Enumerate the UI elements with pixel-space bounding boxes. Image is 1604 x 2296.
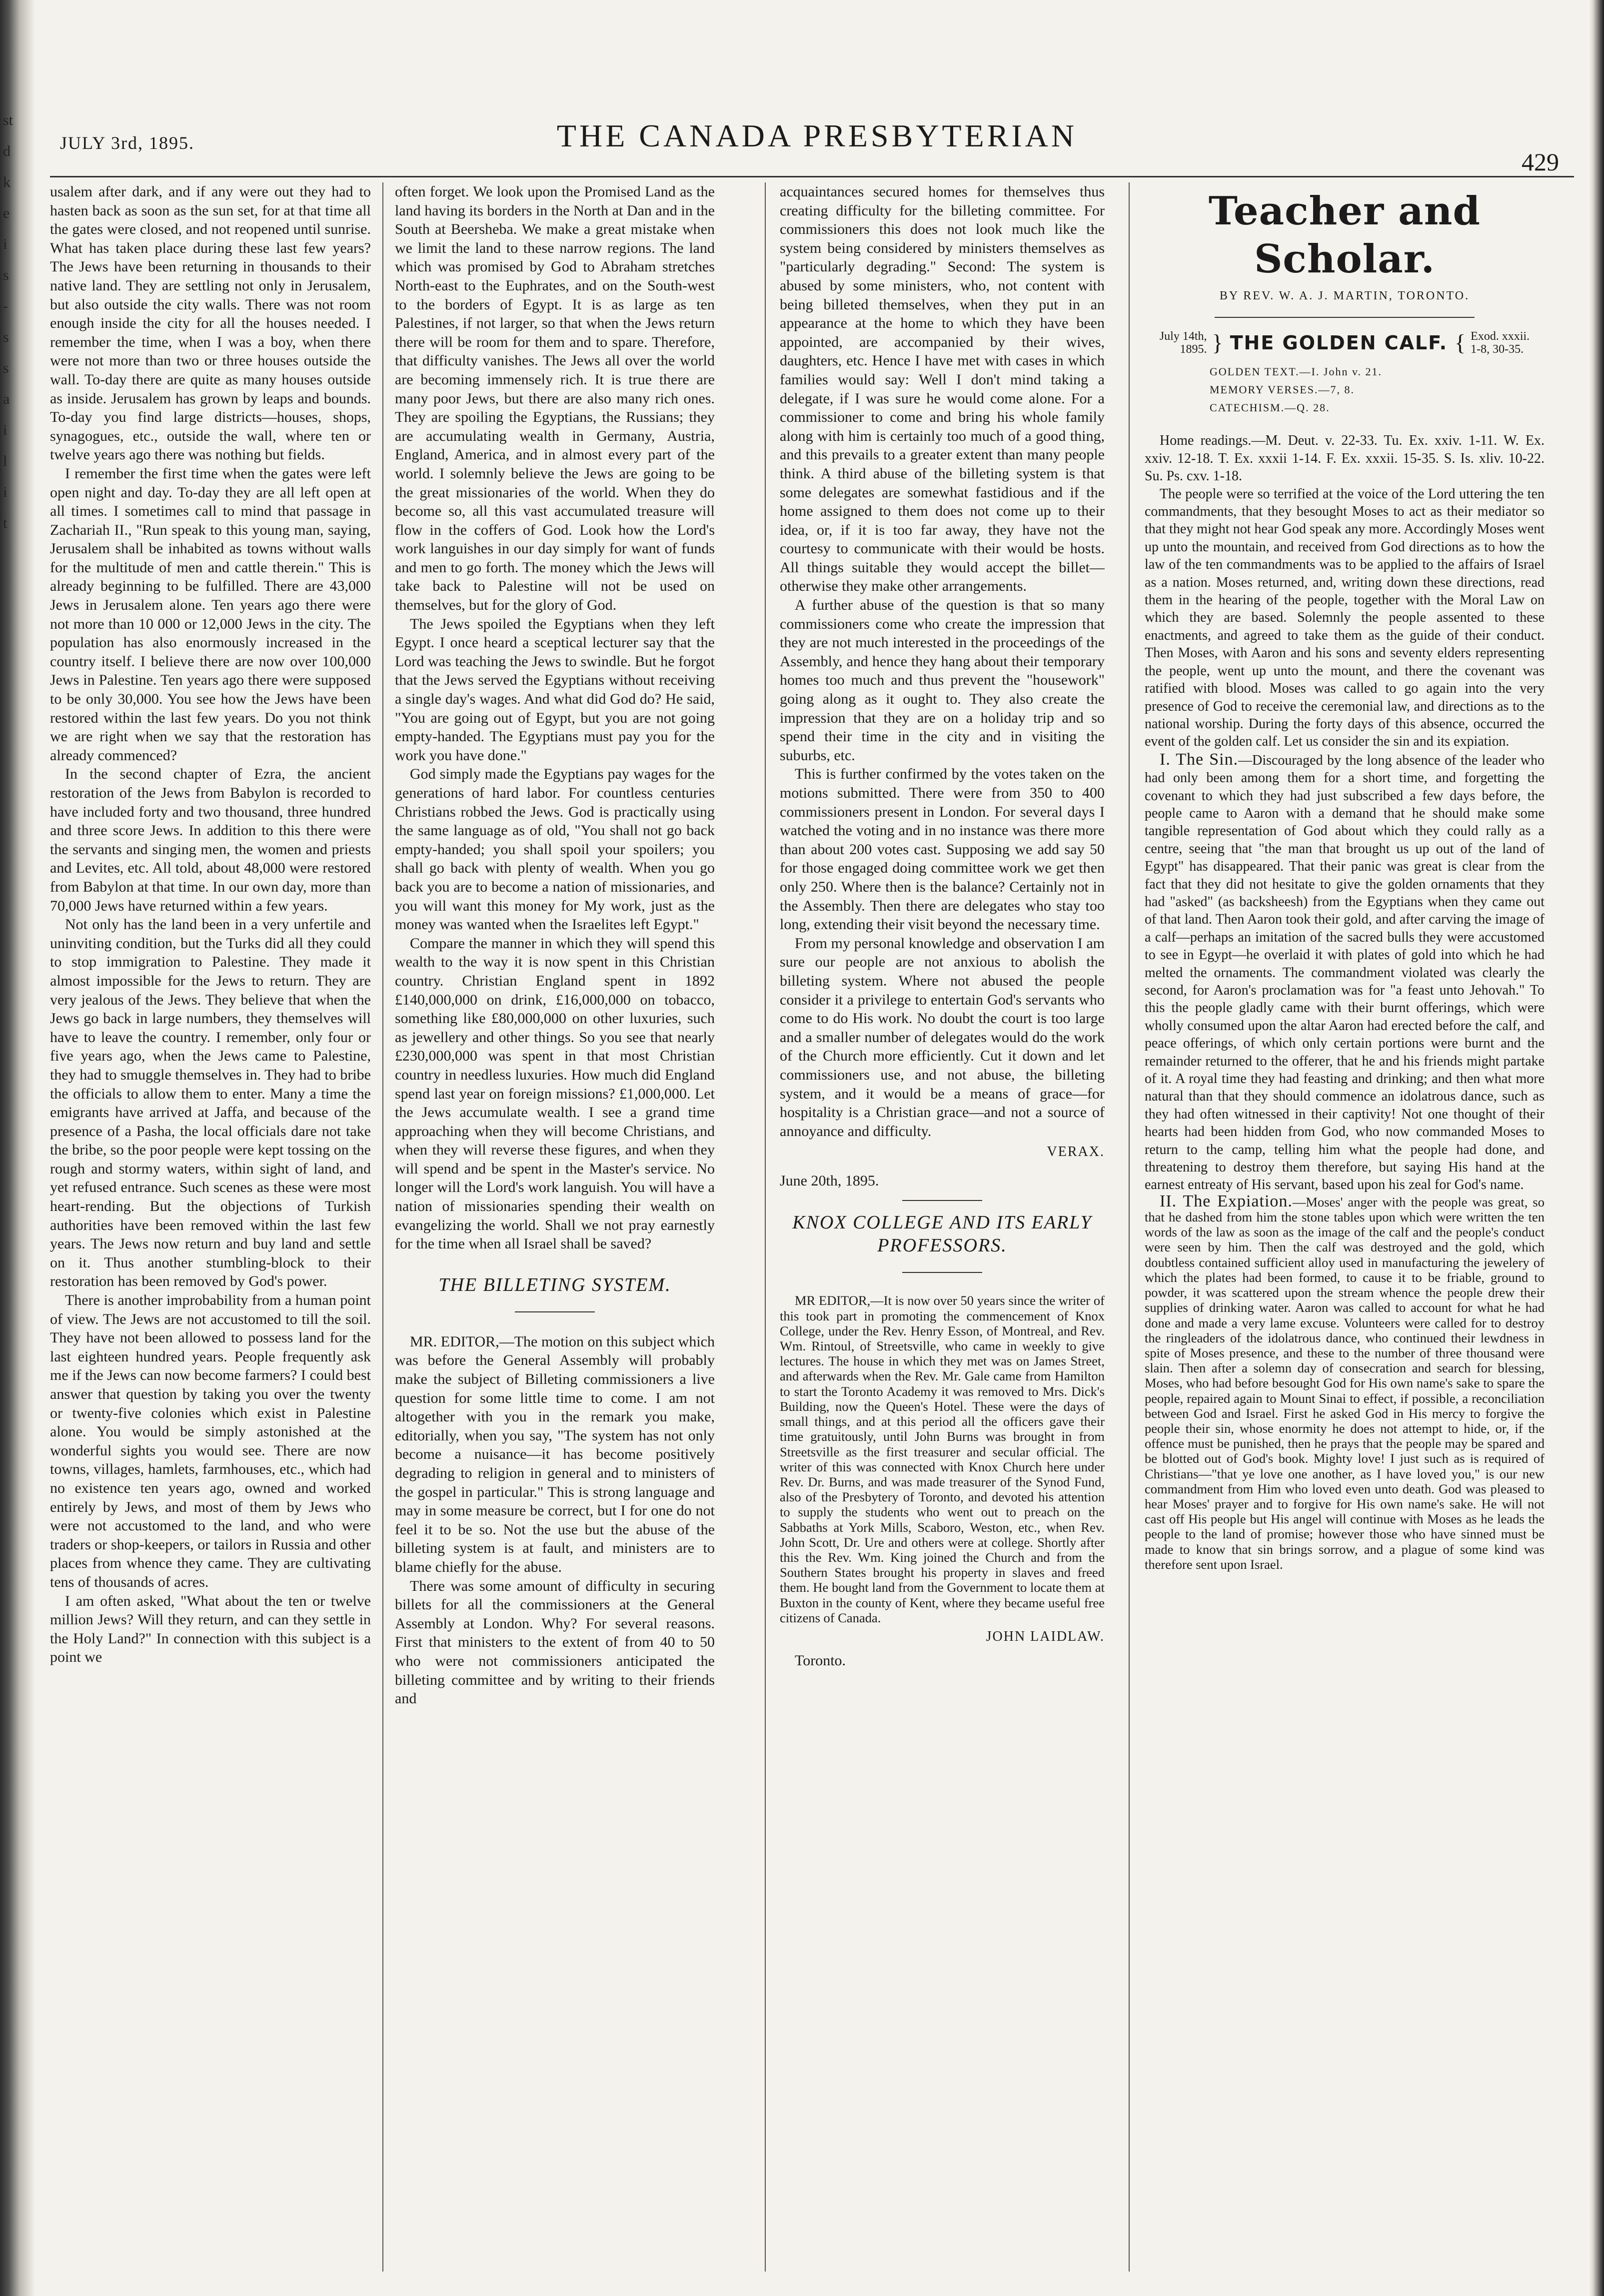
margin-letter: s [3,267,9,283]
paragraph: The people were so terrified at the voice of the Lord uttering the ten commandments, that they besought Moses to act as their mediator so that they might not hear God speak any more. Accordingly Moses went up unto the mountain, and received from God directions as to how the law of the ten commandments was to be applied to the affairs of Israel as a nation. Moses returned, and, writing down these directions, read them in the hearing of the people, together with the Moral Law on which they are based. Solemnly the people assented to these enactments, and agreed to take them as the guide of their conduct. Then Moses, with Aaron and his sons and seventy elders representing the people, went up unto the mount, and there the covenant was ratified with blood. Moses was called to go again into the very presence of God to receive the ceremonial law, and directions as to the national worship. During the forty days of this absence, occurred the event of the golden calf. Let us consider the sin and its expiation. [1145,486,1545,750]
margin-letter: d [3,143,10,159]
paragraph: The Jews spoiled the Egyptians when they left Egypt. I once heard a sceptical lecturer say that the Lord was teaching the Jews to swindle. But he forgot that the Jews served the Egyptians without receiving a single day's wages. And what did God do? He said, "You are going out of Egypt, but you are not going empty-handed. The Egyptians must pay you for the work you have done." [395,615,715,764]
paragraph: often forget. We look upon the Promised Land as the land having its borders in the North at Dan and in the South at Beersheba. We make a great mistake when we limit the land to these narrow regions. The land which was promised by God to Abraham stretches North-east to the Euphrates, and on the South-west to the borders of Egypt. It is as large as ten Palestines, if not larger, so that when the Jews return there will be room for them and to spare. Therefore, that difficulty vanishes. The Jews all over the world are becoming immensely rich. It is true there are many poor Jews, but there are also many rich ones. They are spoiling the Egyptians, the Russians; they are accumulating wealth in Germany, Austria, England, America, and in almost every part of the world. I solemnly believe the Jews are going to be the great missionaries of the world. When they do become so, all this vast accumulated treasure will flow in the coffers of God. Look how the Lord's work languishes in our day simply for want of funds and men to go forth. The money which the Jews will take back to Palestine will not be used on themselves, but for the glory of God. [395,183,715,614]
section-rule [902,1200,982,1201]
page-number: 429 [1522,148,1559,176]
margin-letter: i [3,484,7,500]
paragraph: usalem after dark, and if any were out they had to hasten back as soon as the sun set, for at that time all the gates were closed, and not reopened until sunrise. What has taken place during these last few years? The Jews have been returning in thousands to their native land. They are settling not only in Jerusalem, but also outside the city walls. There was not room enough inside the city for all the houses needed. I remember the time, when I was a boy, when there were not more than two or three houses outside the wall. To-day there are quite as many houses outside as inside. Jerusalem has grown by leaps and bounds. To-day you find large districts—houses, shops, synagogues, etc., outside the wall, where ten or twelve years ago there was nothing but fields. [50,183,371,463]
margin-letter: t [3,515,7,531]
lesson-date-line: July 14th, [1159,330,1207,343]
paragraph: Not only has the land been in a very unfertile and uninviting condition, but the Turks did all they could to stop immigration to Palestine. They made it almost impossible for the Jews to return. They are very jealous of the Jews. They believe that when the Jews go back in large numbers, they themselves will have to leave the country. I remember, only four or five years ago, when the Jews came to Palestine, they had to smuggle themselves in. They had to bribe the officials to allow them to enter. Many a time the emigrants have arrived at Jaffa, and because of the presence of a Pasha, the local officials dare not take the bribe, so the poor people were kept tossing on the rough and stormy waters, within sight of land, and yet refused entrance. Such scenes as these were most heart-rending. But the objections of Turkish authorities have been removed within the last few years. The Jews now return and buy land and settle on it. Thus another stumbling-block to their restoration has been removed by God's power. [50,916,371,1290]
catechism: CATECHISM.—Q. 28. [1210,401,1330,414]
lesson-date-line: 1895. [1180,343,1207,356]
subsection-text: —Discouraged by the long absence of the leader who had only been among them for a short time, and forgetting the covenant to which they had just subscribed a few days before, the people came to Aaron with a demand that he should make some tangible representation of God about which they could rally as a centre, seeing that "the man that brought us up out of the land of Egypt" has disappeared. That their panic was great is clear from the fact that they did not hesitate to give the golden ornaments that they had "asked" (as backsheesh) from the Egyptians when they came out of that land. Then Aaron took their gold, and after carving the image of a calf—perhaps an imitation of the sacred bulls they were accustomed to see in Egypt—he overlaid it with plates of gold into which he had melted the ornaments. The commandment violated was clearly the second, for Aaron's proclamation was for "a feast unto Jehovah." To this the people gladly came with their burnt offerings, which were wholly consumed upon the altar Aaron had erected before the calf, and peace offerings, of which only certain portions were burnt and the remainder returned to the offerer, that he and his friends might partake of it. A royal time they had feasting and drinking; and then what more natural than that they should commence an idolatrous dance, such as they had often witnessed in their captivity! Not one thought of their hearts had been hidden from God, who now commanded Moses to return to the camp, telling him what the people had done, and threatening to destroy them therefore, but saying His hand at the earnest entreaty of His servant, based upon his zeal for God's name. [1145,752,1545,1193]
column-3 [780,182,1105,2272]
margin-letter: s [3,360,9,376]
paragraph: From my personal knowledge and observation I am sure our people are not anxious to abolish the billeting system. Where not abused the people consider it a privilege to entertain God's servants who come to do His work. No doubt the court is too large and a smaller number of delegates would do the work of the Church more efficiently. Cut it down and let commissioners use, and not abuse, the billeting system, and it would be a means of grace—for hospitality is a Christian grace—and not a source of annoyance and difficulty. [780,935,1105,1140]
column-rule [382,182,383,2272]
lesson-title: THE GOLDEN CALF. [1230,332,1448,354]
lesson-texts [1210,363,1545,417]
newspaper-title: THE CANADA PRESBYTERIAN [556,118,1078,153]
subsection-expiation [1145,1191,1545,1572]
column-rule [765,182,766,2272]
paragraph: MR. EDITOR,—The motion on this subject which was before the General Assembly will probably make the subject of Billeting commissioners a live question for some little time to come. I am not altogether with you in the remark you make, editorially, when you say, "The system has not only become a nuisance—it has become positively degrading to religion in general and to ministers of the gospel in particular." This is strong language and may in some measure be correct, but I for one do not feel it to be so. Not the use but the abuse of the billeting system is at fault, and ministers are to blame chiefly for the abuse. [395,1333,715,1575]
margin-letter: st [3,112,13,128]
paragraph: A further abuse of the question is that so many commissioners come who create the impression that they are not much interested in the proceedings of the Assembly, and hence they hang about their temporary homes too much and thus prevent the "housework" going along as it ought to. They also create the impression that they are on a holiday trip and so spend their time in the city and in visiting the suburbs, etc. [780,597,1105,764]
column-1 [50,182,371,2272]
paragraph: MR EDITOR,—It is now over 50 years since the writer of this took part in promoting the commencement of Knox College, under the Rev. Henry Esson, of Montreal, and Rev. Wm. Rintoul, of Streetsville, who came in weekly to give lectures. The house in which they met was on James Street, and afterwards when the Rev. Mr. Gale came from Hamilton to start the Toronto Academy it was removed to Mrs. Dick's Building, now the Queen's Hotel. These were the days of small things, and at this period all the officers gave their time gratuitously, until John Burns was brought in from Streetsville as the first treasurer and secular official. The writer of this was connected with Knox Church here under Rev. Dr. Burns, and was made treasurer of the Synod Fund, also of the Presbytery of Toronto, and devoted his attention to supply the students who went out to preach on the Sabbaths at York Mills, Scaboro, Weston, etc., when Rev. John Scott, Dr. Ure and others were at college. Shortly after this the Rev. Wm. King joined the Church and from the Southern States brought his property in slaves and freed them. He bought land from the Government to locate them at Buxton in the county of Kent, where they became useful free citizens of Canada. [780,1293,1105,1625]
title-rule [515,1311,595,1312]
home-readings: Home readings.—M. Deut. v. 22-33. Tu. Ex. xxiv. 1-11. W. Ex. xxiv. 12-18. T. Ex. xxxii 1-14. F. Ex. xxxii. 15-35. S. Is. xliv. 10-22. Su. Ps. cxv. 1-18. [1145,433,1545,484]
subsection-sin [1145,751,1545,1194]
brace-right-icon: } [1212,330,1223,356]
margin-letter: i [3,236,7,252]
margin-letter: i [3,422,7,438]
paragraph: This is further confirmed by the votes taken on the motions submitted. There were from 350 to 400 commissioners present in London. For several days I watched the voting and in no instance was there more than about 200 votes cast. Supposing we add say 50 for those engaged doing committee work we get then only 250. Where then is the balance? Certainly not in the Assembly. Then there are delegates who stay too long, extending their visit beyond the necessary time. [780,766,1105,933]
margin-letter: s [3,329,9,345]
signature-laidlaw: JOHN LAIDLAW. [986,1628,1105,1644]
subsection-heading: I. The Sin. [1160,750,1239,769]
margin-letter: e [3,205,10,221]
lesson-ref-line: Exod. xxxii. [1471,330,1530,343]
lesson-reference [1466,330,1530,356]
margin-letter: a [3,391,10,407]
page-header [55,117,1579,176]
paragraph: There is another improbability from a human point of view. The Jews are not accustomed to till the soil. They have not been allowed to possess land for the last eighteen hundred years. People frequently ask me if the Jews can now become farmers? I could best answer that question by taking you over the twenty or twenty-five colonies which exist in Palestine alone. You would be simply astonished at the wonderful sights you would see. There are now towns, villages, hamlets, farmhouses, etc., which had no existence ten years ago, owned and worked entirely by Jews, and most of them by Jews who were not accustomed to the land, and who were traders or shop-keepers, or tailors in Russia and other places from whence they came. They are cultivating tens of thousands of acres. [50,1292,371,1590]
letter-date: June 20th, 1895. [780,1172,879,1189]
subsection-heading: II. The Expiation. [1160,1191,1293,1210]
column-2 [395,182,715,2272]
brace-left-icon: { [1455,330,1466,356]
lesson-heading [1145,330,1545,356]
paragraph: In the second chapter of Ezra, the ancient restoration of the Jews from Babylon is recorded to have included forty and two thousand, three hundred and three score Jews. In addition to this there were the servants and singing men, the women and priests and Levites, etc. All told, about 48,000 were restored from Babylon at that time. In our own day, more than 70,000 Jews have returned within a few years. [50,766,371,914]
header-rule [50,176,1574,177]
section-title-teacher-and-scholar: Teacher and Scholar. [1208,188,1481,282]
article-title-billeting: THE BILLETING SYSTEM. [438,1274,671,1295]
signature-verax: VERAX. [1047,1144,1105,1160]
paragraph: God simply made the Egyptians pay wages for the generations of hard labor. For countless centuries Christians robbed the Jews. God is practically using the same language as of old, "You shall not go back empty-handed; you shall spoil your spoilers; you shall go back with plenty of wealth. When you go back you are to become a nation of missionaries, and you will want this money for My work, just as the money was wanted when the Israelites left Egypt." [395,766,715,933]
cut-margin-letters [3,105,16,539]
section-rule [1215,317,1475,318]
title-rule [902,1272,982,1273]
paragraph: Compare the manner in which they will spend this wealth to the way it is now spent in this Christian country. Christian England spent in 1892 £140,000,000 on drink, £16,000,000 on tobacco, something like £80,000,000 on other luxuries, such as jewellery and other things. So you see that nearly £230,000,000 was spent in that most Christian country in needless luxuries. How much did England spend last year on foreign missions? £1,000,000. Let the Jews accumulate wealth. I see a grand time approaching when they will become Christians, and when they will reverse these figures, and when they will spend and be spent in the Master's service. No longer will the Lord's work languish. You will have a nation of missionaries spending their wealth on evangelizing the world. Shall we not pray earnestly for the time when all Israel shall be saved? [395,935,715,1252]
subsection-text: —Moses' anger with the people was great, so that he dashed from him the stone tables upon which were written the ten words of the law as soon as the image of the calf and the people's conduct were seen by him. Then the calf was destroyed and the gold, which doubtless contained sufficient alloy used in manufacturing the jewelery of which the plates had been formed, to cause it to be friable, ground to powder, it was scattered upon the stream whence the people drew their supplies of drinking water. Aaron was called to account for what he had done and made a very lame excuse. Volunteers were called for to destroy the ringleaders of the idolatrous dance, who continued their lewdness in spite of Moses presence, and these to the number of three thousand were slain. Then after a solemn day of consecration and search for blessing, Moses, who had before besought God for His own name's sake to spare the people, repaired again to Mount Sinai to effect, if possible, a reconciliation between God and Israel. First he asked God in His mercy to forgive the people their sin, whose enormity he does not attempt to hide, or, if the offence must be punished, then he prays that the people may be spared and be blotted out of God's book. Mighty love! I just such as is required of Christians—"that ye love one another, as I have loved you," is our new commandment from Him who loved even unto death. God was pleased to hear Moses' prayer and to forgive for His own name's sake. He will not cast off His people but His angel will continue with Moses as he leads the people to the land of promise; however those who have sinned must be made to know that sin brings sorrow, and a plague of some kind was therefore sent upon Israel. [1145,1194,1545,1572]
lesson-date [1160,330,1212,356]
column-4 [1145,182,1545,2272]
paragraph: I am often asked, "What about the ten or twelve million Jews? Will they return, and can they settle in the Holy Land?" In connection with this subject is a point we [50,1592,371,1666]
paragraph: I remember the first time when the gates were left open night and day. To-day they are all left open at all times. I sometimes call to mind that passage in Zachariah II., "Run speak to this young man, saying, Jerusalem shall be inhabited as towns without walls for the multitude of men and cattle therein." This is already beginning to be fulfilled. There are 43,000 Jews in Jerusalem alone. Ten years ago there were not more than 10 000 or 12,000 Jews in the city. The population has also enormously increased in the country itself. I believe there are now over 100,000 Jews in Palestine. Ten years ago there were supposed to be only 30,000. You see how the Jews have been restored within the last few years. Do you not think we are right when we say that the restoration has already commenced? [50,465,371,764]
letter-place: Toronto. [795,1652,846,1669]
lesson-ref-line: 1-8, 30-35. [1471,343,1524,356]
section-author: BY REV. W. A. J. MARTIN, TORONTO. [1219,289,1470,302]
paragraph: There was some amount of difficulty in securing billets for all the commissioners at the General Assembly at London. Why? For several reasons. First that ministers to the extent of from 40 to 50 who were not commissioners anticipated the billeting committee and by writing to their friends and [395,1577,715,1707]
memory-verses: MEMORY VERSES.—7, 8. [1210,383,1355,396]
margin-letter: - [3,298,8,314]
golden-text: GOLDEN TEXT.—I. John v. 21. [1210,365,1383,378]
column-rule [1129,182,1130,2272]
page-edge-shadow [1589,0,1604,2296]
margin-letter: l [3,453,7,469]
paragraph: acquaintances secured homes for themselves thus creating difficulty for the billeting committee. For commissioners this does not look much like the system being considered by ministers themselves as "particularly degrading." Second: The system is abused by some ministers, who, not content with being billeted themselves, when they put in an appearance at the home to which they have been appointed, are accompanied by their wives, daughters, etc. Hence I have met with cases in which families would say: Well I don't mind taking a delegate, if I was sure he would come alone. For a commissioner to come and bring his whole family along with him is certainly too much of a good thing, and this prevails to a greater extent than many people think. A third abuse of the billeting system is that some delegates are somewhat fastidious and if the home assigned to them does not come up to their idea, or, if it is too far away, they have not the courtesy to communicate with their would be hosts. All things suitable they would accept the billet—otherwise they make other arrangements. [780,183,1105,595]
margin-letter: k [3,174,10,190]
issue-date: JULY 3rd, 1895. [60,133,195,153]
article-title-knox-college: KNOX COLLEGE AND ITS EARLY PROFESSORS. [792,1212,1092,1256]
